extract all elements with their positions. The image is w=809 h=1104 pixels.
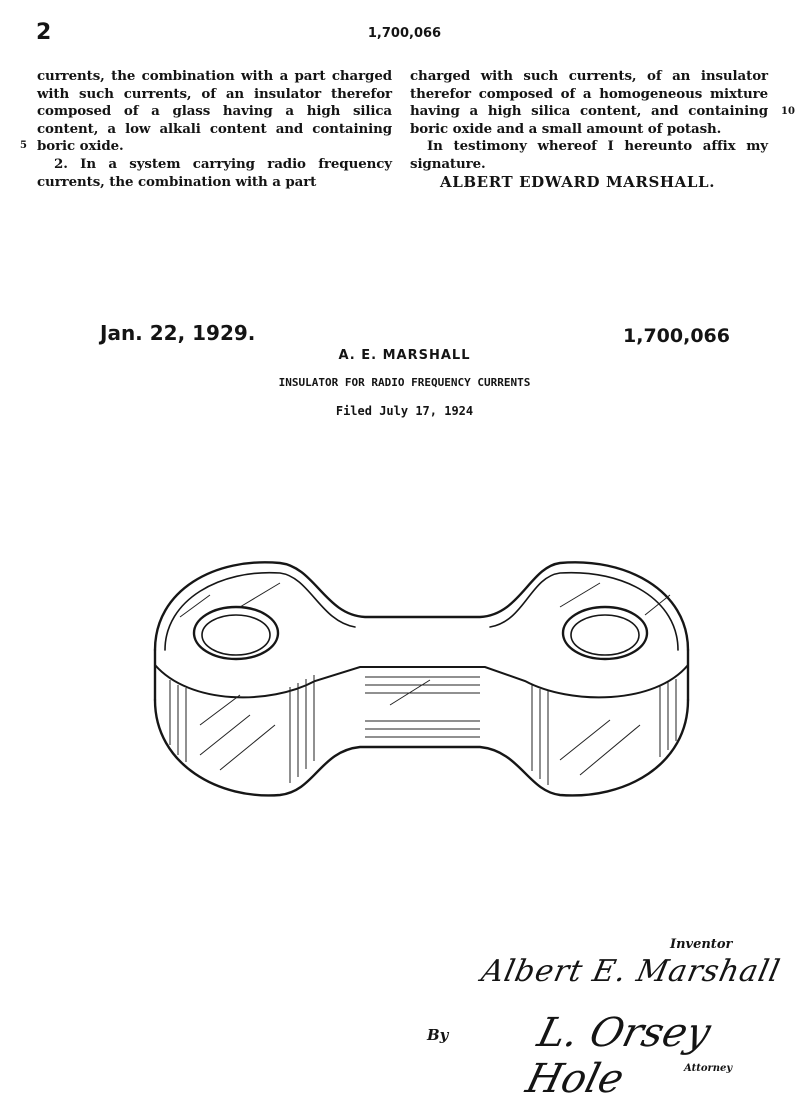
sheet-title: INSULATOR FOR RADIO FREQUENCY CURRENTS [278, 376, 531, 389]
claim-2-continuation: charged with such currents, of an insulator therefor composed of a homogeneous mixture having a high silica content, and containing boric oxide and a small amount of potash. [410, 68, 768, 137]
sheet-filed-date: Filed July 17, 1924 [335, 404, 474, 418]
inventor-printed-name: ALBERT EDWARD MARSHALL. [440, 172, 716, 191]
text-column-left [37, 68, 392, 191]
page-number: 2 [36, 20, 52, 45]
sheet-patent-number: 1,700,066 [623, 325, 730, 347]
testimony-line: In testimony whereof I hereunto affix my signature. [410, 138, 768, 172]
patent-number-header: 1,700,066 [367, 26, 442, 41]
attorney-signature: L. Orsey Hole [521, 1010, 716, 1102]
claim-1-continuation: currents, the combination with a part charged with such currents, of an insulator therefor composed of a glass having a high silica content, a low alkali content and containing boric oxide. [37, 68, 392, 155]
line-marker-5: 5 [20, 140, 27, 151]
line-marker-10: 10 [781, 106, 795, 117]
attorney-caption: Attorney [684, 1063, 733, 1074]
inventor-signature: Albert E. Marshall [478, 954, 784, 989]
by-label: By [427, 1026, 449, 1044]
claim-2-start: 2. In a system carrying radio frequency currents, the combination with a part [37, 155, 392, 190]
sheet-inventor: A. E. MARSHALL [338, 348, 471, 363]
text-column-right [410, 68, 768, 191]
insulator-drawing [140, 555, 700, 830]
inventor-caption: Inventor [670, 937, 733, 952]
sheet-date: Jan. 22, 1929. [100, 321, 256, 345]
